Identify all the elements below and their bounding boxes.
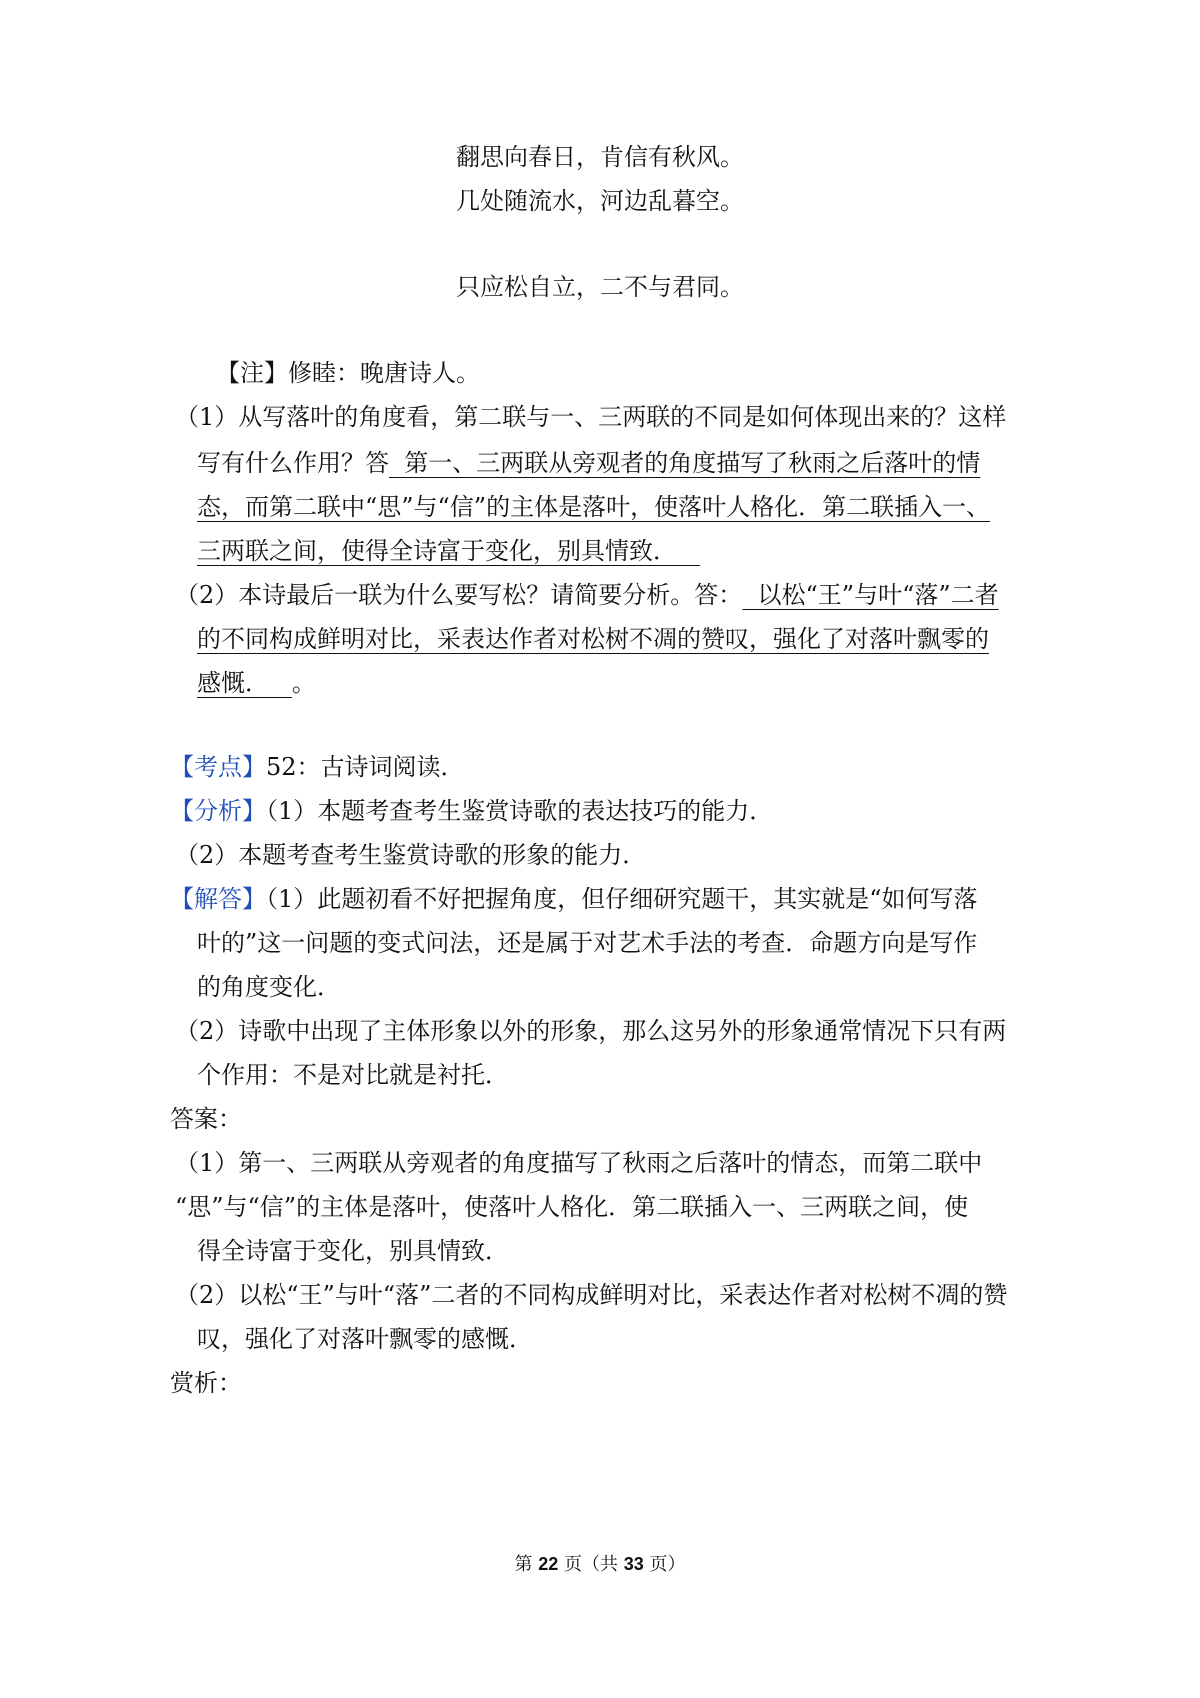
poem-line-2: 几处随流水，河边乱暮空。: [456, 187, 744, 215]
q1-answer-part-2: 态，而第二联中“思”与“信”的主体是落叶，使落叶人格化．第二联插入一、: [197, 493, 991, 521]
footer-total-pages: 33: [623, 1554, 644, 1574]
q1-line-2: [197, 446, 980, 480]
daan-label: 答案：: [170, 1105, 242, 1133]
page-footer: [0, 1550, 1200, 1576]
footer-middle: 页（共: [558, 1554, 624, 1575]
q1-line-1: （1）从写落叶的角度看，第二联与一、三两联的不同是如何体现出来的？这样: [175, 403, 1007, 431]
fenxi-line-2: （2）本题考查考生鉴赏诗歌的形象的能力．: [175, 841, 647, 869]
kaodian-tag: 【考点】: [170, 753, 266, 781]
q1-answer-part-1: 第一、三两联从旁观者的角度描写了秋雨之后落叶的情: [389, 449, 981, 477]
poem-line-3: 只应松自立，二不与君同。: [456, 273, 744, 301]
q2-answer-part-2: 的不同构成鲜明对比，采表达作者对松树不凋的赞叹，强化了对落叶飘零的: [197, 625, 989, 653]
fenxi-line-1: [170, 794, 773, 828]
jieda-text-1: （1）此题初看不好把握角度，但仔细研究题干，其实就是“如何写落: [266, 885, 978, 913]
q2-line-1: [175, 578, 999, 612]
daan-line-5: 叹，强化了对落叶飘零的感慨．: [197, 1325, 533, 1353]
jieda-line-1: [170, 882, 978, 916]
footer-suffix: 页）: [643, 1554, 686, 1575]
q1-prompt-end: 写有什么作用？答: [197, 449, 389, 477]
fenxi-tag: 【分析】: [170, 797, 266, 825]
q2-answer-part-3: 感慨．: [197, 669, 292, 697]
jieda-line-2: 叶的”这一问题的变式问法，还是属于对艺术手法的考查．命题方向是写作: [197, 929, 978, 957]
daan-line-3: 得全诗富于变化，别具情致．: [197, 1237, 509, 1265]
fenxi-text-1: （1）本题考查考生鉴赏诗歌的表达技巧的能力．: [266, 797, 774, 825]
q2-line-3: [197, 666, 316, 700]
jieda-line-4: （2）诗歌中出现了主体形象以外的形象，那么这另外的形象通常情况下只有两: [175, 1017, 1007, 1045]
shangxi-label: 赏析：: [170, 1369, 242, 1397]
note: 【注】修睦：晚唐诗人。: [216, 359, 480, 387]
footer-prefix: 第: [514, 1554, 539, 1575]
jieda-line-3: 的角度变化．: [197, 973, 341, 1001]
kaodian: [170, 750, 465, 784]
daan-line-1: （1）第一、三两联从旁观者的角度描写了秋雨之后落叶的情态，而第二联中: [175, 1149, 983, 1177]
q2-answer-part-1: 以松“王”与叶“落”二者: [742, 581, 999, 609]
q2-end-mark: 。: [291, 669, 316, 697]
q1-answer-part-3: 三两联之间，使得全诗富于变化，别具情致．: [197, 537, 700, 565]
daan-line-2: “思”与“信”的主体是落叶，使落叶人格化．第二联插入一、三两联之间，使: [175, 1193, 969, 1221]
kaodian-text: 52：古诗词阅读．: [266, 753, 465, 781]
jieda-line-5: 个作用：不是对比就是衬托．: [197, 1061, 509, 1089]
daan-line-4: （2）以松“王”与叶“落”二者的不同构成鲜明对比，采表达作者对松树不凋的赞: [175, 1281, 1008, 1309]
footer-page-number: 22: [538, 1554, 559, 1574]
poem-line-1: 翻思向春日，肯信有秋风。: [456, 143, 744, 171]
jieda-tag: 【解答】: [170, 885, 266, 913]
q2-prompt: （2）本诗最后一联为什么要写松？请简要分析。答：: [175, 581, 743, 609]
